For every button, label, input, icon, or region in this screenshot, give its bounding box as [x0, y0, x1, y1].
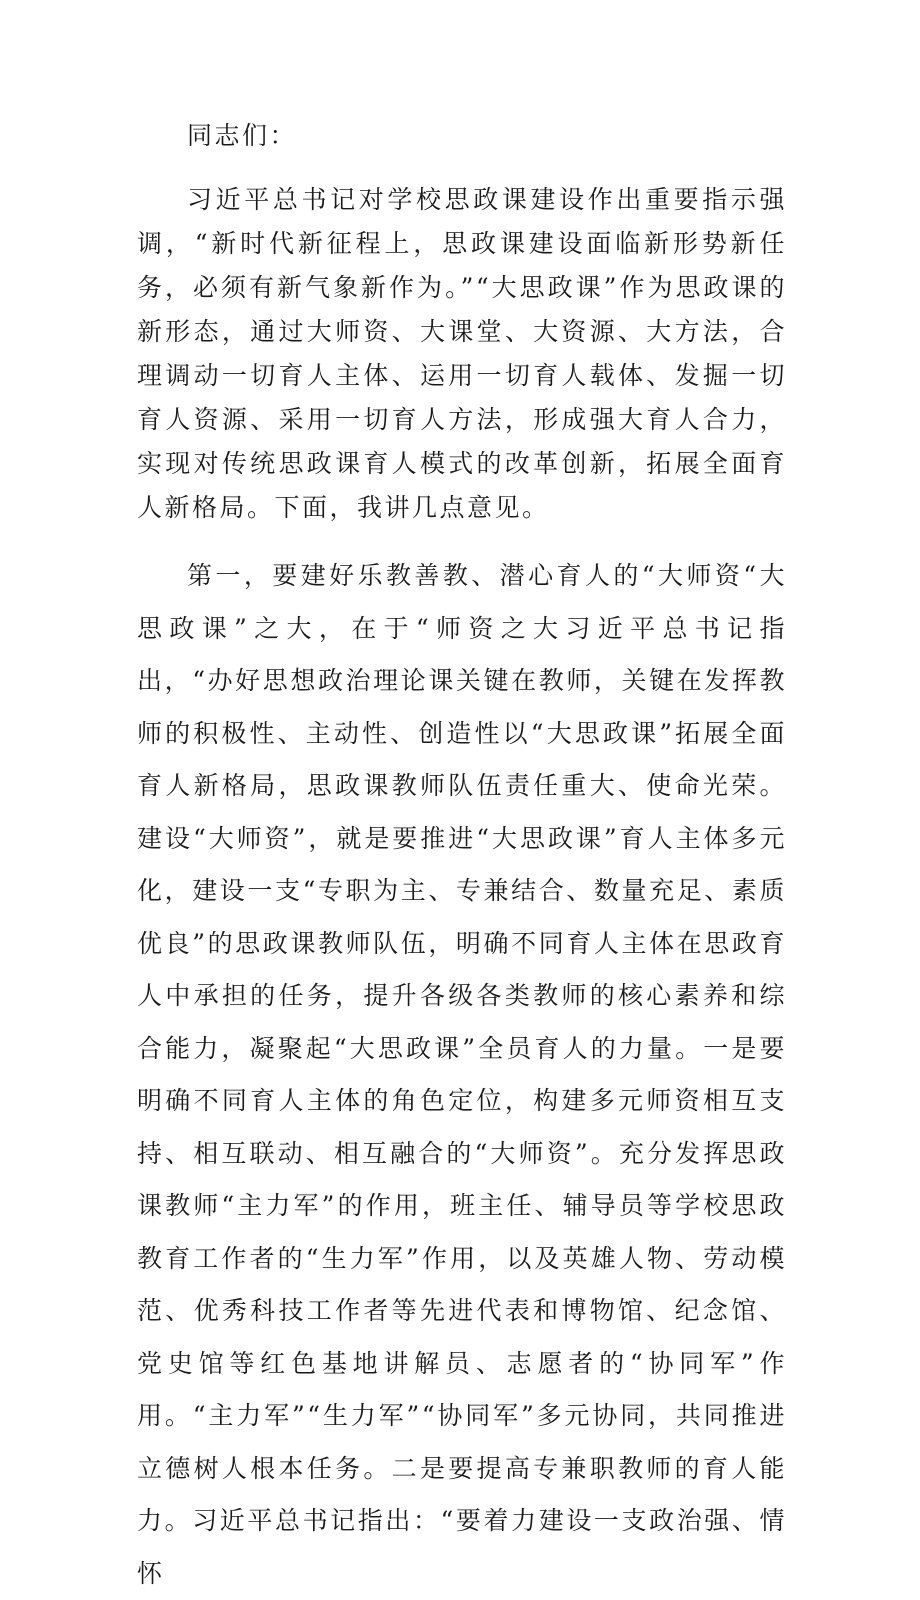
document-body [137, 114, 787, 1600]
paragraph-first-point: 第一，要建好乐教善教、潜心育人的“大师资“大思政课”之大，在于“师资之大习近平总书记指出，“办好思想政治理论课关键在教师，关键在发挥教师的积极性、主动性、创造性以“大思政课”拓展全面育人新格局，思政课教师队伍责任重大、使命光荣。建设“大师资”，就是要推进“大思政课”育人主体多元化，建设一支“专职为主、专兼结合、数量充足、素质优良”的思政课教师队伍，明确不同育人主体在思政育人中承担的任务，提升各级各类教师的核心素养和综合能力，凝聚起“大思政课”全员育人的力量。一是要明确不同育人主体的角色定位，构建多元师资相互支持、相互联动、相互融合的“大师资”。充分发挥思政课教师“主力军”的作用，班主任、辅导员等学校思政教育工作者的“生力军”作用，以及英雄人物、劳动模范、优秀科技工作者等先进代表和博物馆、纪念馆、党史馆等红色基地讲解员、志愿者的“协同军”作用。“主力军”“生力军”“协同军”多元协同，共同推进立德树人根本任务。二是要提高专兼职教师的育人能力。习近平总书记指出：“要着力建设一支政治强、情怀 [137, 561, 787, 1588]
paragraph-intro: 习近平总书记对学校思政课建设作出重要指示强调，“新时代新征程上，思政课建设面临新形势新任务，必须有新气象新作为。”“大思政课”作为思政课的新形态，通过大师资、大课堂、大资源、大方法，合理调动一切育人主体、运用一切育人载体、发掘一切育人资源、采用一切育人方法，形成强大育人合力，实现对传统思政课育人模式的改革创新，拓展全面育人新格局。下面，我讲几点意见。 [137, 185, 787, 522]
salutation: 同志们： [187, 121, 298, 150]
